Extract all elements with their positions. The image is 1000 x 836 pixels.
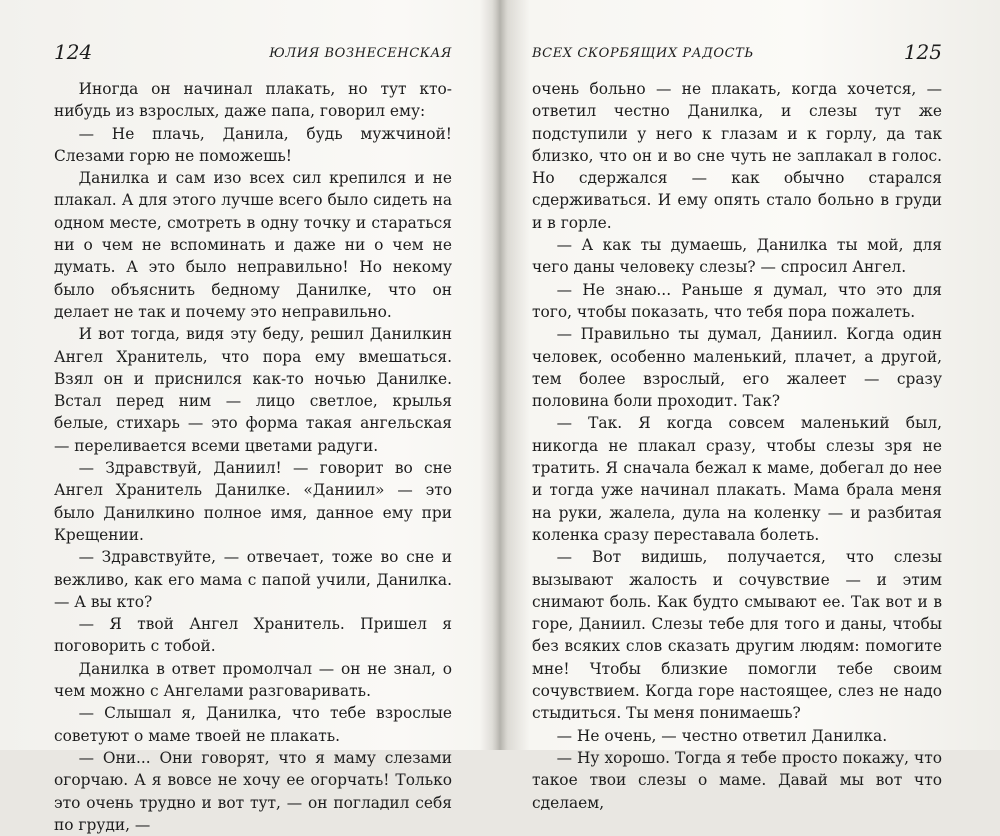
paragraph: — Не плачь, Данила, будь мужчиной! Слезами горю не поможешь! — [54, 124, 452, 165]
left-page — [54, 0, 452, 834]
paragraph: Иногда он начинал плакать, но тут кто-нибудь из взрослых, даже папа, говорил ему: — [54, 80, 452, 121]
paragraph: — Я твой Ангел Хранитель. Пришел я поговорить с тобой. — [54, 615, 452, 656]
paragraph: — Ну хорошо. Тогда я тебе просто покажу, что такое твои слезы о маме. Давай мы вот что сделаем, — [532, 748, 942, 812]
paragraph: Данилка в ответ промолчал — он не знал, о чем можно с Ангелами разговаривать. — [54, 659, 452, 701]
paragraph: — Слышал я, Данилка, что тебе взрослые советуют о маме твоей не плакать. — [54, 704, 452, 745]
left-page-number: 124 — [54, 40, 93, 64]
paragraph: — Не знаю... Раньше я думал, что это для того, чтобы показать, что тебя пора пожалеть. — [532, 280, 942, 321]
right-page-number: 125 — [903, 40, 942, 64]
paragraph: Данилка и сам изо всех сил крепился и не плакал. А для этого лучше всего было сидеть на одном месте, смотреть в одну точку и стараться ни о чем не вспоминать и даже ни о чем не думать. А это было неправильно! Но некому было объяснить бедному Данилке, что он делает не так и почему это неправильно. — [54, 169, 452, 321]
right-running-header: ВСЕХ СКОРБЯЩИХ РАДОСТЬ — [532, 46, 754, 61]
paragraph: — Не очень, — честно ответил Данилка. — [556, 726, 888, 745]
paragraph: И вот тогда, видя эту беду, решил Данилкин Ангел Хранитель, что пора ему вмешаться. Взял он и приснился как-то ночью Данилке. Встал перед ним — лицо светлое, крылья белые, стихарь — это форма такая ангельская — переливается всеми цветами радуги. — [54, 325, 452, 455]
paragraph: — Так. Я когда совсем маленький был, никогда не плакал сразу, чтобы слезы зря не тратить. Я сначала бежал к маме, добегал до нее и тогда уже начинал плакать. Мама брала меня на руки, жалела, дула на коленку — и разбитая коленка сразу переставала болеть. — [532, 414, 942, 544]
book-gutter — [492, 0, 508, 750]
paragraph: — А как ты думаешь, Данилка ты мой, для чего даны человеку слезы? — спросил Ангел. — [532, 236, 942, 277]
paragraph: — Они... Они говорят, что я маму слезами огорчаю. А я вовсе не хочу ее огорчать! Только это очень трудно и вот тут, — он погладил себя по груди, — — [54, 748, 452, 834]
right-page — [532, 0, 942, 812]
left-running-header: ЮЛИЯ ВОЗНЕСЕНСКАЯ — [269, 46, 452, 61]
right-running-head — [532, 40, 942, 70]
paragraph: — Правильно ты думал, Даниил. Когда один человек, особенно маленький, плачет, а другой, тем более взрослый, его жалеет — сразу половина боли проходит. Так? — [532, 325, 942, 411]
left-running-head — [54, 40, 452, 70]
paragraph: — Вот видишь, получается, что слезы вызывают жалость и сочувствие — и этим снимают боль. Как будто смывают ее. Так вот и в горе, Даниил. Слезы тебе для того и даны, чтобы без всяких слов сказать другим людям: помогите мне! Чтобы близкие помогли тебе своим сочувствием. Когда горе настоящее, слез не надо стыдиться. Ты меня понимаешь? — [532, 548, 942, 723]
paragraph: — Здравствуйте, — отвечает, тоже во сне и вежливо, как его мама с папой учили, Данилка. — А вы кто? — [54, 548, 452, 611]
left-page-text — [54, 78, 452, 836]
paragraph: очень больно — не плакать, когда хочется, — ответил честно Данилка, и слезы тут же подступили у него к глазам и к горлу, да так близко, что он и во сне чуть не заплакал в голос. Но сдержался — как обычно старался сдерживаться. И ему опять стало больно в груди и в горле. — [532, 80, 942, 232]
right-page-text — [532, 78, 942, 814]
paragraph: — Здравствуй, Даниил! — говорит во сне Ангел Хранитель Данилке. «Даниил» — это было Данилкино полное имя, данное ему при Крещении. — [54, 459, 452, 544]
